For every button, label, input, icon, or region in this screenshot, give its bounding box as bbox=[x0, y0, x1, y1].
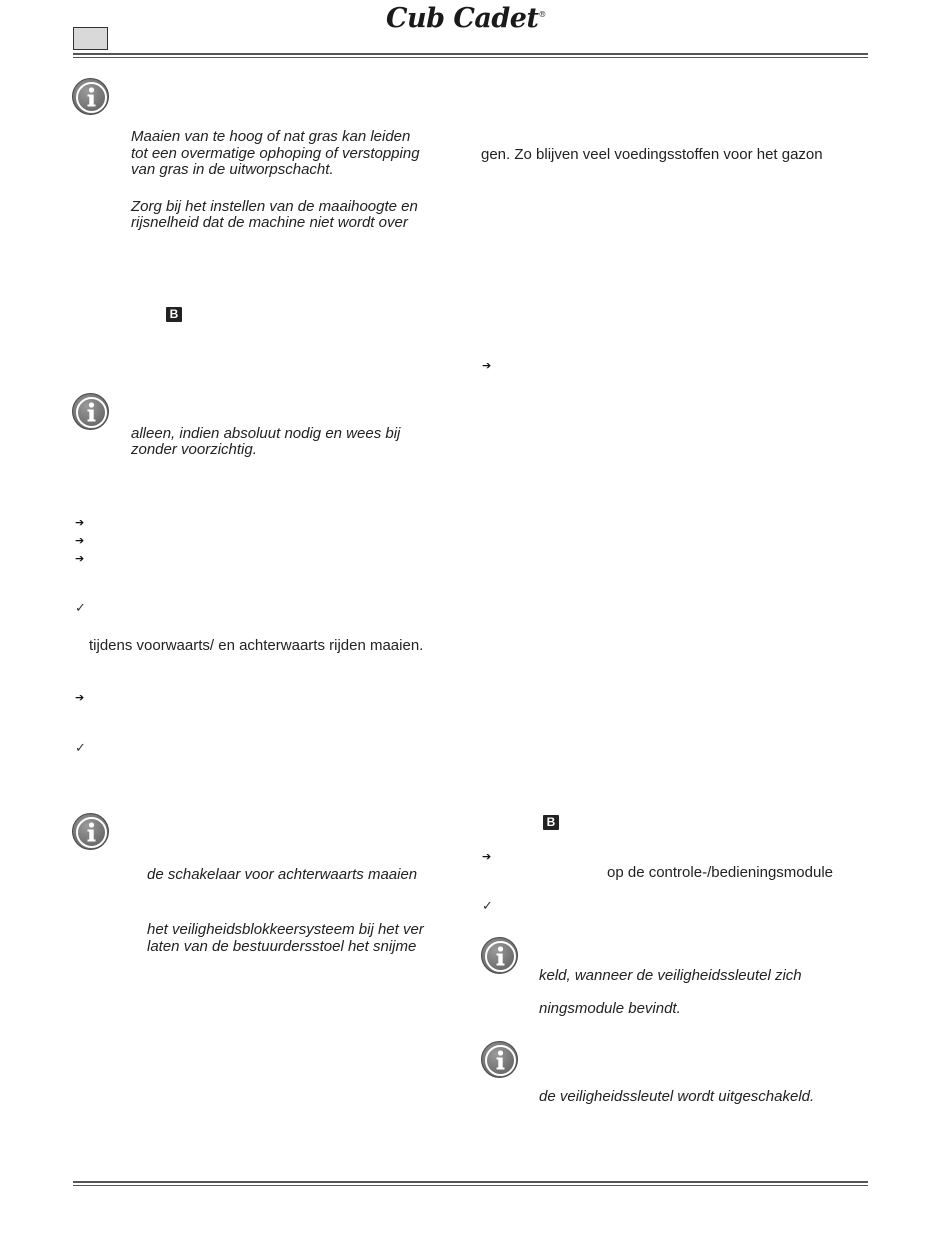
checkmark-icon: ✓ bbox=[75, 740, 86, 755]
body-text-line: op de controle-/bedieningsmodule bbox=[607, 864, 833, 881]
note-text-line: de veiligheidssleutel wordt uitgeschakeld. bbox=[539, 1088, 815, 1105]
note-text-line: laten van de bestuurdersstoel het snijme bbox=[147, 938, 417, 955]
note-text-line: rijsnelheid dat de machine niet wordt over bbox=[131, 214, 408, 231]
info-icon bbox=[72, 813, 109, 850]
arrow-right-icon: ➔ bbox=[75, 535, 85, 547]
body-text-line: tijdens voorwaarts/ en achterwaarts rijden maaien. bbox=[89, 637, 424, 654]
note-text-line: het veiligheidsblokkeersysteem bij het ver bbox=[147, 921, 424, 938]
header-rule-thin bbox=[73, 57, 868, 58]
footer-rule-thin bbox=[73, 1185, 868, 1186]
header-rule bbox=[73, 53, 868, 55]
figure-ref-badge: B bbox=[166, 307, 182, 322]
checkmark-icon: ✓ bbox=[75, 600, 86, 615]
note-text-line: Maaien van te hoog of nat gras kan leiden bbox=[131, 128, 411, 145]
note-text-line: ningsmodule bevindt. bbox=[539, 1000, 681, 1017]
note-text-line: de schakelaar voor achterwaarts maaien bbox=[147, 866, 418, 883]
note-text-line: zonder voorzichtig. bbox=[131, 441, 257, 458]
info-icon bbox=[72, 78, 109, 115]
logo-text: Cub Cadet bbox=[386, 3, 539, 34]
arrow-right-icon: ➔ bbox=[75, 553, 85, 565]
note-text-line: van gras in de uitworpschacht. bbox=[131, 161, 334, 178]
arrow-right-icon: ➔ bbox=[482, 360, 492, 372]
arrow-right-icon: ➔ bbox=[482, 851, 492, 863]
arrow-right-icon: ➔ bbox=[75, 517, 85, 529]
cub-cadet-logo bbox=[386, 3, 566, 39]
registered-mark: ® bbox=[538, 10, 546, 19]
note-text-line: keld, wanneer de veiligheidssleutel zich bbox=[539, 967, 802, 984]
note-text-line: Zorg bij het instellen van de maaihoogte en bbox=[131, 198, 418, 215]
info-icon bbox=[481, 1041, 518, 1078]
arrow-right-icon: ➔ bbox=[75, 692, 85, 704]
figure-ref-badge: B bbox=[543, 815, 559, 830]
info-icon bbox=[481, 937, 518, 974]
checkmark-icon: ✓ bbox=[482, 898, 493, 913]
body-text-line: gen. Zo blijven veel voedingsstoffen voor het gazon bbox=[481, 146, 823, 163]
info-icon bbox=[72, 393, 109, 430]
note-text-line: alleen, indien absoluut nodig en wees bij bbox=[131, 425, 401, 442]
note-text-line: tot een overmatige ophoping of verstopping bbox=[131, 145, 420, 162]
page-number-box bbox=[73, 27, 108, 50]
footer-rule bbox=[73, 1181, 868, 1183]
